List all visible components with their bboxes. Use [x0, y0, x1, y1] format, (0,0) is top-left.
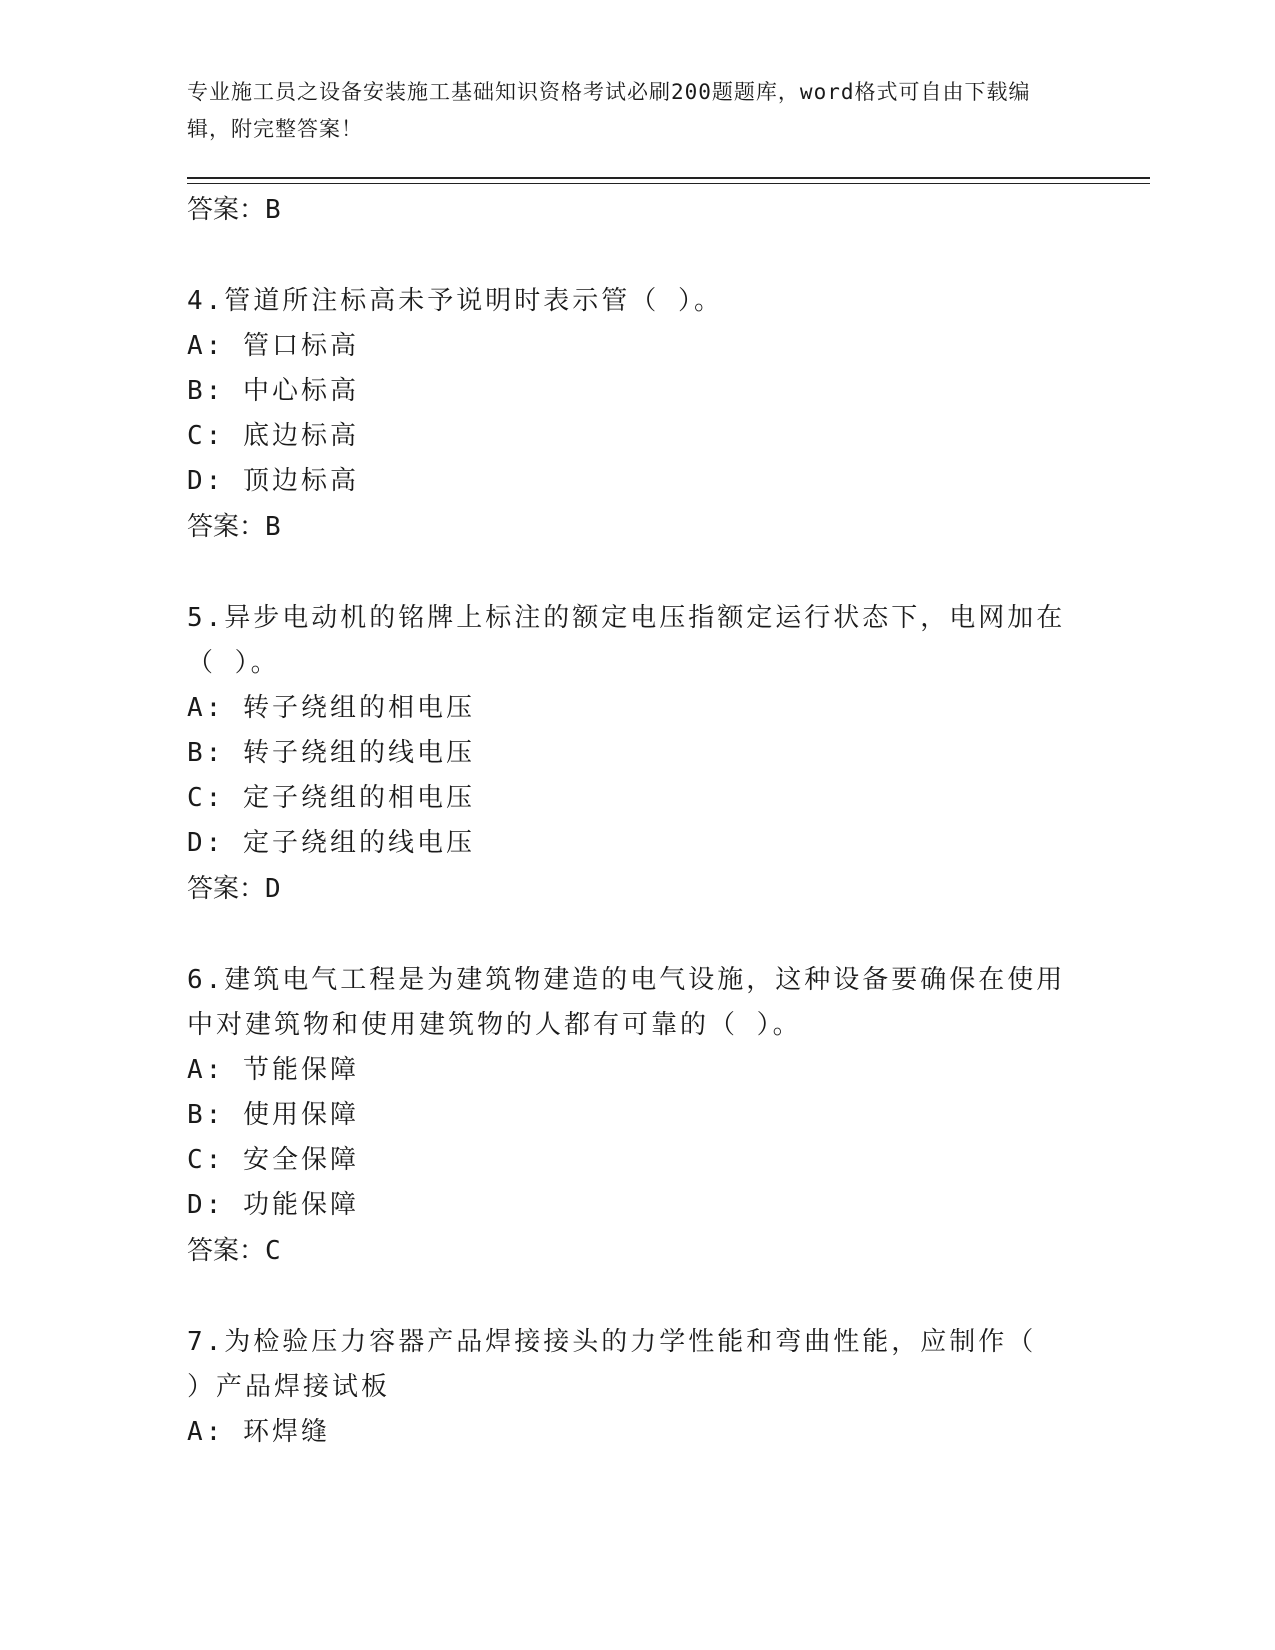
- question-text: 6.建筑电气工程是为建筑物建造的电气设施，这种设备要确保在使用中对建筑物和使用建筑物的人都有可靠的（ ）。: [187, 965, 1066, 1040]
- option-d: D: 定子绕组的线电压: [187, 828, 475, 858]
- question-text: 4.管道所注标高未予说明时表示管（ ）。: [187, 286, 723, 316]
- answer-value: D: [265, 874, 281, 904]
- answer-label: 答案：: [187, 874, 266, 904]
- answer-line: [187, 504, 1067, 550]
- question-list: [187, 187, 1067, 1455]
- answer-line: [187, 1228, 1067, 1274]
- option-d: D: 顶边标高: [187, 466, 359, 496]
- answer-value: C: [265, 1236, 281, 1266]
- option-c: C: 定子绕组的相电压: [187, 783, 475, 813]
- question-5: [187, 596, 1067, 912]
- header-rule-thick: [187, 177, 1150, 179]
- question-text: 5.异步电动机的铭牌上标注的额定电压指额定运行状态下，电网加在（ ）。: [187, 603, 1066, 678]
- spacer: [187, 550, 1067, 596]
- option-c: C: 底边标高: [187, 421, 359, 451]
- option-c: C: 安全保障: [187, 1145, 359, 1175]
- page-header-title: 专业施工员之设备安装施工基础知识资格考试必刷200题题库，word格式可自由下载编辑，附完整答案！: [187, 80, 1031, 141]
- question-text: 7.为检验压力容器产品焊接接头的力学性能和弯曲性能，应制作（ ）产品焊接试板: [187, 1327, 1037, 1402]
- spacer: [187, 1274, 1067, 1320]
- option-a: A: 节能保障: [187, 1055, 359, 1085]
- option-a: A: 管口标高: [187, 331, 359, 361]
- answer-value: B: [265, 512, 281, 542]
- answer-value: B: [265, 195, 281, 225]
- option-a: A: 转子绕组的相电压: [187, 693, 475, 723]
- option-a: A: 环焊缝: [187, 1417, 330, 1447]
- question-6: [187, 958, 1067, 1274]
- spacer: [187, 233, 1067, 279]
- option-d: D: 功能保障: [187, 1190, 359, 1220]
- header-rule-thin: [187, 183, 1150, 184]
- question-7: [187, 1320, 1067, 1455]
- answer-label: 答案：: [187, 512, 266, 542]
- answer-label: 答案：: [187, 1236, 266, 1266]
- option-b: B: 转子绕组的线电压: [187, 738, 475, 768]
- option-b: B: 使用保障: [187, 1100, 359, 1130]
- answer-label: 答案：: [187, 195, 266, 225]
- spacer: [187, 912, 1067, 958]
- option-b: B: 中心标高: [187, 376, 359, 406]
- answer-line: [187, 187, 1067, 233]
- question-4: [187, 279, 1067, 550]
- answer-line: [187, 866, 1067, 912]
